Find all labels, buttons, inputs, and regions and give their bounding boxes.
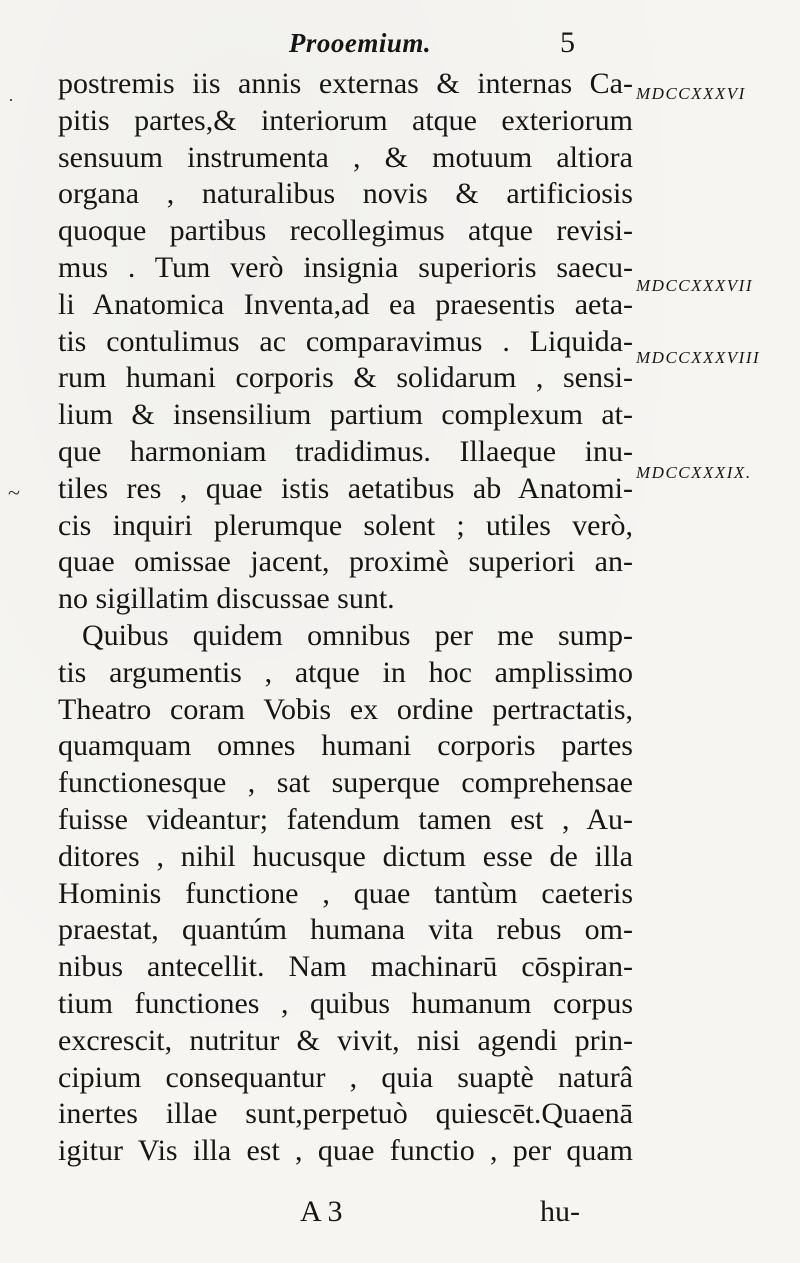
- text-line: pitis partes,& interiorum atque exteriorum: [58, 103, 633, 137]
- text-line: nibus antecellit. Nam machinarū cōspiran-: [58, 950, 633, 984]
- margin-date-1739: MDCCXXXIX.: [636, 463, 752, 482]
- text-line: cis inquiri plerumque solent ; utiles verò,: [58, 508, 633, 542]
- running-title: Prooemium.: [288, 28, 432, 58]
- text-line: Hominis functione , quae tantùm caeteris: [58, 876, 633, 910]
- text-line: igitur Vis illa est , quae functio , per quam: [58, 1134, 633, 1168]
- text-line: ditores , nihil hucusque dictum esse de illa: [58, 839, 633, 873]
- text-line: fuisse videantur; fatendum tamen est , Au-: [58, 802, 633, 836]
- text-line: Quibus quidem omnibus per me sump-: [82, 618, 633, 652]
- page-number: 5: [560, 26, 575, 59]
- text-line: functionesque , sat superque comprehensae: [58, 766, 633, 800]
- text-line: organa , naturalibus novis & artificiosis: [58, 177, 633, 211]
- text-line: praestat, quantúm humana vita rebus om-: [58, 913, 633, 947]
- signature-mark: A 3: [300, 1195, 343, 1228]
- text-line: quae omissae jacent, proximè superiori an-: [58, 545, 633, 579]
- text-line: li Anatomica Inventa,ad ea praesentis aeta-: [58, 287, 633, 321]
- text-line: lium & insensilium partium complexum at-: [58, 398, 633, 432]
- margin-dash-mark: ~: [8, 480, 20, 505]
- text-line: tis argumentis , atque in hoc amplissimo: [58, 655, 633, 689]
- text-line: sensuum instrumenta , & motuum altiora: [58, 140, 633, 174]
- text-line: tium functiones , quibus humanum corpus: [58, 986, 633, 1020]
- text-line: tis contulimus ac comparavimus . Liquida-: [58, 324, 633, 358]
- margin-date-1737: MDCCXXXVII: [636, 276, 753, 295]
- margin-dot-mark: ·: [8, 90, 14, 110]
- text-line: quamquam omnes humani corporis partes: [58, 729, 633, 763]
- text-line: postremis iis annis externas & internas Ca-: [58, 67, 633, 100]
- text-line: cipium consequantur , quia suaptè naturâ: [58, 1060, 633, 1094]
- margin-date-1738: MDCCXXXVIII: [636, 348, 761, 367]
- text-line: tiles res , quae istis aetatibus ab Anatomi-: [58, 471, 633, 505]
- catchword: hu-: [540, 1195, 580, 1228]
- body-text: [58, 66, 633, 1170]
- text-line: que harmoniam tradidimus. Illaeque inu-: [58, 434, 633, 468]
- text-line: no sigillatim discussae sunt.: [58, 582, 395, 616]
- margin-date-1736: MDCCXXXVI: [636, 84, 746, 103]
- text-line: inertes illae sunt,perpetuò quiescēt.Quaenā: [58, 1097, 633, 1131]
- text-line: Theatro coram Vobis ex ordine pertractatis,: [58, 692, 633, 726]
- text-line: excrescit, nutritur & vivit, nisi agendi prin-: [58, 1023, 633, 1057]
- text-line: mus . Tum verò insignia superioris saecu-: [58, 250, 633, 284]
- text-line: rum humani corporis & solidarum , sensi-: [58, 361, 633, 395]
- text-line: quoque partibus recollegimus atque revisi-: [58, 214, 633, 248]
